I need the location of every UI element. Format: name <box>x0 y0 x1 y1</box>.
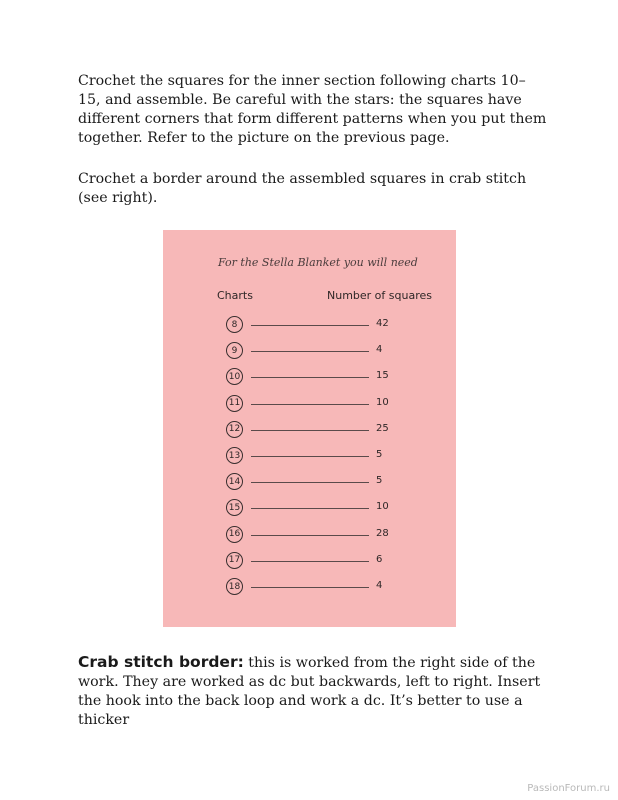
chart-number-badge: 16 <box>226 526 243 543</box>
square-count: 6 <box>376 553 383 565</box>
watermark: PassionForum.ru <box>527 783 610 794</box>
column-header-charts: Charts <box>217 289 253 302</box>
chart-number-badge: 8 <box>226 316 243 333</box>
leader-line <box>251 430 369 431</box>
leader-line <box>251 404 369 405</box>
leader-line <box>251 508 369 509</box>
crab-stitch-text: this is worked from the right side of the work. They are worked as dc but backwards, left to right. Insert the hook into the back loop and work a dc. It’s better to use a thicker <box>78 655 541 728</box>
leader-line <box>251 561 369 562</box>
instructions-border: Crochet a border around the assembled squares in crab stitch (see right). <box>78 171 527 206</box>
chart-number-badge: 12 <box>226 421 243 438</box>
chart-number-badge: 11 <box>226 395 243 412</box>
instructions-inner-section: Crochet the squares for the inner section following charts 10–15, and assemble. Be careful with the stars: the squares have different corners that form different patterns when you put them together. Refer to the picture on the previous page. <box>78 73 547 146</box>
table-row <box>163 368 456 388</box>
column-header-squares: Number of squares <box>327 289 432 302</box>
square-count: 10 <box>376 396 389 408</box>
leader-line <box>251 351 369 352</box>
square-count: 5 <box>376 449 383 460</box>
leader-line <box>251 456 369 457</box>
square-count: 28 <box>376 527 389 539</box>
chart-number-badge: 15 <box>226 499 243 516</box>
square-count: 42 <box>376 318 389 329</box>
square-count: 5 <box>376 475 383 487</box>
leader-line <box>251 325 369 326</box>
leader-line <box>251 587 369 588</box>
table-row <box>163 578 456 598</box>
crab-stitch-heading: Crab stitch border: <box>78 653 244 671</box>
square-count: 4 <box>376 344 383 356</box>
table-row <box>163 395 456 415</box>
square-count: 10 <box>376 501 389 513</box>
crab-stitch-paragraph <box>78 653 548 730</box>
chart-number-badge: 17 <box>226 552 243 569</box>
leader-line <box>251 377 369 378</box>
chart-number-badge: 10 <box>226 368 243 385</box>
materials-table-panel <box>163 230 456 627</box>
square-count: 15 <box>376 370 389 382</box>
table-row <box>163 526 456 546</box>
leader-line <box>251 535 369 536</box>
table-row <box>163 316 456 336</box>
square-count: 25 <box>376 422 389 434</box>
chart-number-badge: 13 <box>226 447 243 464</box>
table-row <box>163 473 456 493</box>
square-count: 4 <box>376 580 383 591</box>
table-row <box>163 447 456 467</box>
leader-line <box>251 482 369 483</box>
chart-number-badge: 18 <box>226 578 243 595</box>
table-row <box>163 552 456 572</box>
chart-number-badge: 9 <box>226 342 243 359</box>
table-title: For the Stella Blanket you will need <box>218 256 418 269</box>
table-row <box>163 342 456 362</box>
chart-number-badge: 14 <box>226 473 243 490</box>
table-row <box>163 499 456 519</box>
table-row <box>163 421 456 441</box>
